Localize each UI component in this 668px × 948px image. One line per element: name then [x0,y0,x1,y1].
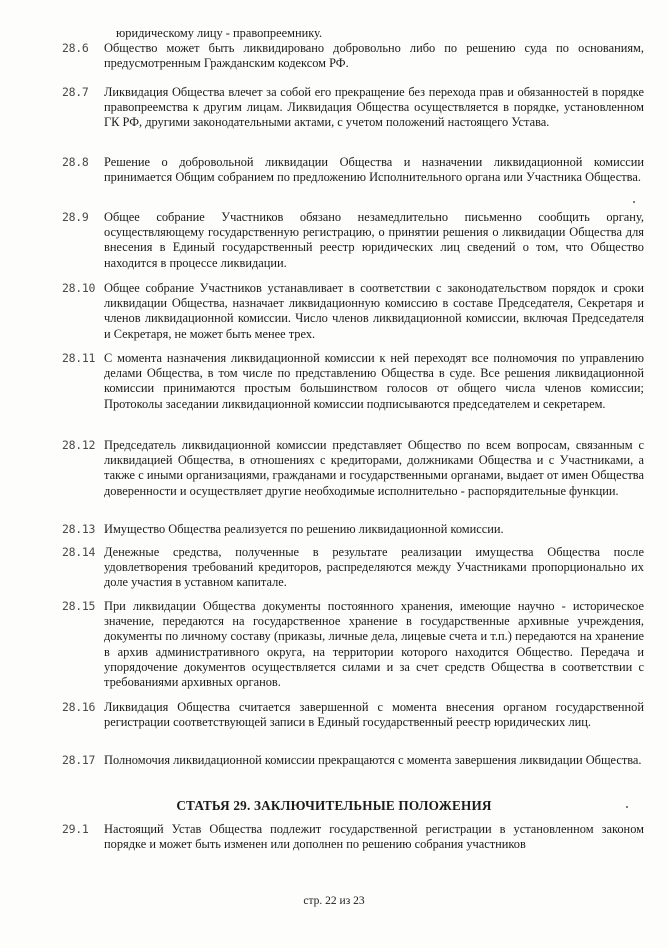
clause-28-12 [62,438,644,499]
clause-28-11 [62,351,644,412]
clause-text: При ликвидации Общества документы постоянного хранения, имеющие научно - историческое значение, передаются на государственное хранение в государственные архивные учреждения, документы по личному составу (приказы, личные дела, лицевые счета и т.п.) передаются на хранение в архив административного округа, на территории которого находится Общество. Передача и упорядочение документов осуществляется силами и за счет средств Общества в соответствии с требованиями архивных органов. [104,599,644,690]
clause-28-13 [62,522,644,537]
clause-28-17 [62,753,644,768]
clause-number: 28.13 [62,522,96,536]
section-heading: СТАТЬЯ 29. ЗАКЛЮЧИТЕЛЬНЫЕ ПОЛОЖЕНИЯ [176,798,492,813]
clause-text: Председатель ликвидационной комиссии представляет Общество по всем вопросам, связанным с ликвидацией Общества, в отношениях с кредиторами, должниками Общества и с Участниками, а также с иными организациями, гражданами и государственными органами, выдает от имен Общества доверенности и осуществляет другие необходимые исполнительно - распорядительные функции. [104,438,644,498]
clause-text: Общество может быть ликвидировано добровольно либо по решению суда по основаниям, предусмотренным Гражданским кодексом РФ. [104,41,644,71]
clause-number: 28.16 [62,700,96,714]
clause-28-8 [62,155,644,185]
clause-28-16 [62,700,644,730]
clause-28-15 [62,599,644,690]
clause-29-1 [62,822,644,852]
clause-text: Общее собрание Участников устанавливает в соответствии с законодательством порядок и сроки ликвидации Общества, назначает ликвидационную комиссию в составе Председателя, Секретаря и членов ликвидационной комиссии. Число членов ликвидационной комиссии, включая Председателя и Секретаря, не может быть менее трех. [104,281,644,341]
clause-number: 28.12 [62,438,96,452]
continued-text: юридическому лицу - правопреемнику. [116,26,323,40]
scan-speck [626,806,628,808]
clause-28-9 [62,210,644,271]
scan-speck [633,201,635,203]
clause-number: 28.11 [62,351,96,365]
clause-28-14 [62,545,644,591]
clause-number: 28.7 [62,85,89,99]
clause-text: Решение о добровольной ликвидации Общества и назначении ликвидационной комиссии принимается Общим собранием по предложению Исполнительного органа или Участника Общества. [104,155,644,185]
clause-text: Общее собрание Участников обязано незамедлительно письменно сообщить органу, осуществляющему государственную регистрацию, о принятии решения о ликвидации Общества для внесения в Единый государственный реестр юридических лиц сведений о том, что Общество находится в процессе ликвидации. [104,210,644,270]
clause-text: Ликвидация Общества влечет за собой его прекращение без перехода прав и обязанностей в порядке правопреемства к другим лицам. Ликвидация Общества осуществляется в порядке, установленном ГК РФ, другими законодательными актами, с учетом положений настоящего Устава. [104,85,644,130]
clause-text: Полномочия ликвидационной комиссии прекращаются с момента завершения ликвидации Общества. [104,753,642,767]
clause-number: 28.15 [62,599,96,613]
page-number: стр. 22 из 23 [303,895,365,907]
clause-28-7 [62,85,644,131]
clause-number: 28.10 [62,281,96,295]
clause-number: 28.9 [62,210,89,224]
clause-number: 28.6 [62,41,89,55]
clause-number: 28.17 [62,753,96,767]
clause-text: С момента назначения ликвидационной комиссии к ней переходят все полномочия по управлению делами Общества, в том числе по представлению Общества в суде. Все решения ликвидационной комиссии принимаются простым большинством голосов от общего числа членов комиссии; Протоколы заседании ликвидационной комиссии подписываются председателем и секретарем. [104,351,644,411]
clause-28-6 [62,41,644,71]
clause-text: Имущество Общества реализуется по решению ликвидационной комиссии. [104,522,504,536]
clause-number: 28.14 [62,545,96,559]
clause-number: 28.8 [62,155,89,169]
clause-text: Денежные средства, полученные в результате реализации имущества Общества после удовлетворения требований кредиторов, распределяются между Участниками пропорционально их доле участия в уставном капитале. [104,545,644,590]
clause-text: Настоящий Устав Общества подлежит государственной регистрации в установленном законом порядке и может быть изменен или дополнен по решению собрания участников [104,822,644,852]
clause-text: Ликвидация Общества считается завершенной с момента внесения органом государственной регистрации соответствующей записи в Единый государственный реестр юридических лиц. [104,700,644,730]
clause-number: 29.1 [62,822,89,836]
clause-28-10 [62,281,644,342]
